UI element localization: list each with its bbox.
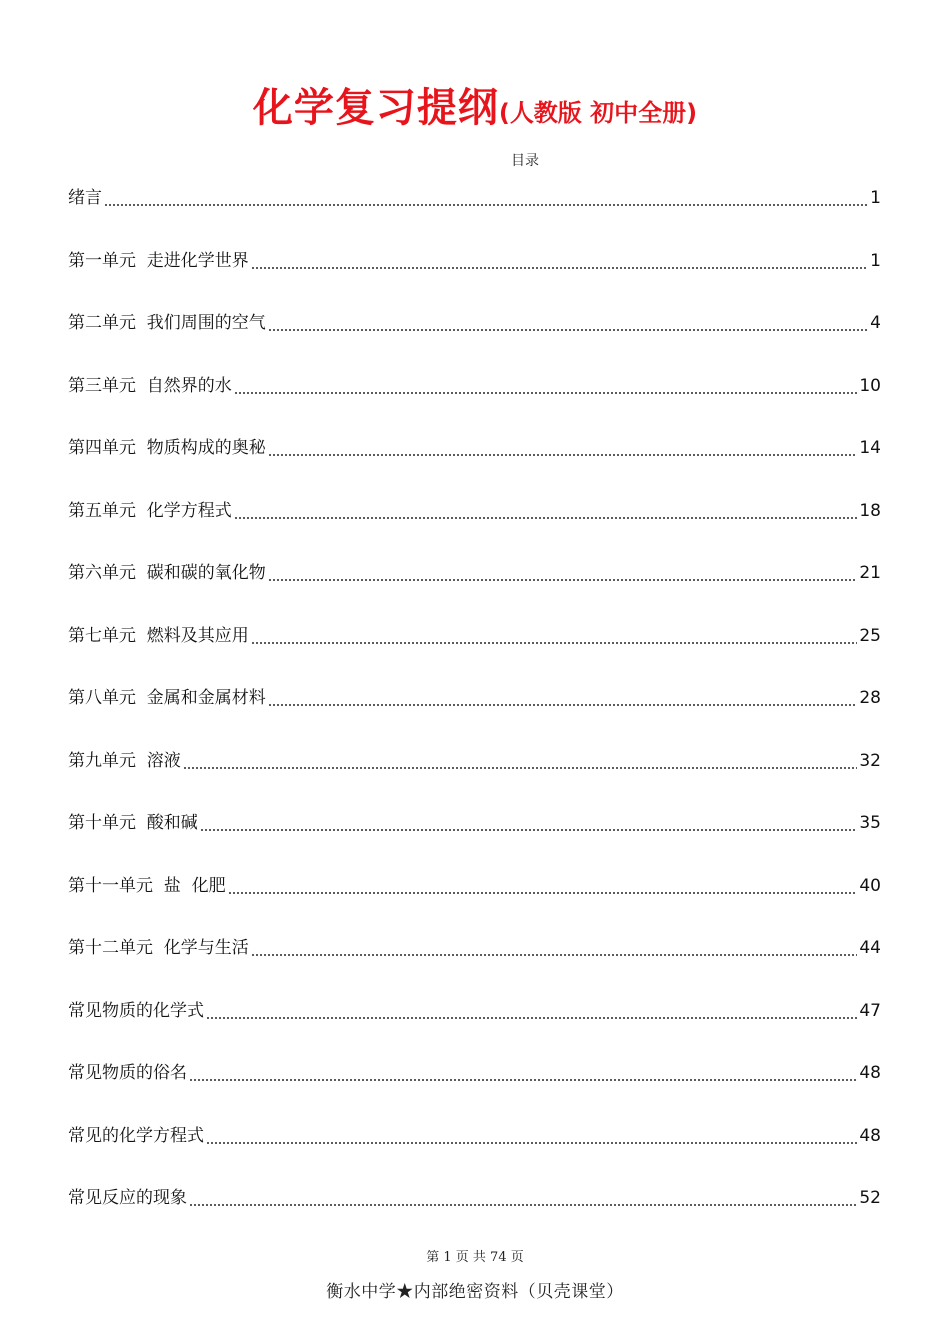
toc-entry-page-number: 25 [859, 625, 881, 646]
toc-entry-page-number: 21 [859, 563, 881, 583]
toc-entry-page-number: 1 [870, 250, 881, 271]
document-title [0, 85, 950, 131]
dot-leader [251, 622, 858, 650]
title-subtitle: (人教版 初中全册) [498, 99, 698, 127]
dot-leader [268, 309, 868, 337]
toc-heading-text: 目录 [511, 153, 539, 169]
toc-entry[interactable] [68, 247, 881, 310]
title-main: 化学复习提纲 [252, 85, 499, 131]
toc-entry-label: 第一单元 走进化学世界 [68, 250, 249, 271]
table-of-contents [68, 184, 881, 1247]
toc-entry[interactable] [68, 747, 881, 810]
toc-entry[interactable] [68, 1122, 881, 1185]
toc-entry[interactable] [68, 934, 881, 997]
toc-entry-label: 第二单元 我们周围的空气 [68, 313, 266, 333]
dot-leader [234, 372, 858, 400]
dot-leader [251, 934, 858, 962]
toc-entry-label: 第四单元 物质构成的奥秘 [68, 438, 266, 458]
toc-entry-page-number: 4 [870, 313, 881, 333]
dot-leader [104, 184, 868, 212]
toc-entry-page-number: 1 [870, 188, 881, 208]
toc-entry-label: 第八单元 金属和金属材料 [68, 688, 266, 708]
dot-leader [206, 1122, 857, 1150]
toc-entry[interactable] [68, 997, 881, 1060]
toc-entry[interactable] [68, 372, 881, 435]
toc-entry-label: 第六单元 碳和碳的氧化物 [68, 563, 266, 583]
footer-note: 衡水中学★内部绝密资料（贝壳课堂） [326, 1282, 624, 1302]
toc-heading [0, 150, 950, 170]
toc-entry-label: 第三单元 自然界的水 [68, 375, 232, 396]
toc-entry-label: 常见反应的现象 [68, 1188, 187, 1208]
dot-leader [189, 1184, 857, 1212]
toc-entry-page-number: 35 [859, 813, 881, 833]
toc-entry-page-number: 48 [859, 1125, 881, 1146]
toc-entry[interactable] [68, 1059, 881, 1122]
toc-entry[interactable] [68, 434, 881, 497]
toc-entry-label: 第九单元 溶液 [68, 750, 181, 771]
toc-entry[interactable] [68, 497, 881, 560]
dot-leader [200, 809, 858, 837]
dot-leader [268, 684, 858, 712]
toc-entry-page-number: 48 [859, 1063, 881, 1083]
toc-entry-label: 第五单元 化学方程式 [68, 500, 232, 521]
dot-leader [183, 747, 858, 775]
toc-entry[interactable] [68, 559, 881, 622]
toc-entry[interactable] [68, 1184, 881, 1247]
toc-entry-label: 第十一单元 盐 化肥 [68, 875, 226, 896]
toc-entry-page-number: 14 [859, 438, 881, 458]
page-indicator: 第 1 页 共 74 页 [426, 1250, 524, 1265]
toc-entry-label: 常见物质的俗名 [68, 1063, 187, 1083]
toc-entry-page-number: 18 [859, 500, 881, 521]
toc-entry[interactable] [68, 872, 881, 935]
toc-entry[interactable] [68, 809, 881, 872]
toc-entry-page-number: 28 [859, 688, 881, 708]
toc-entry-label: 第十单元 酸和碱 [68, 813, 198, 833]
toc-entry-label: 绪言 [68, 188, 102, 208]
dot-leader [189, 1059, 857, 1087]
dot-leader [268, 434, 858, 462]
toc-entry-page-number: 32 [859, 750, 881, 771]
toc-entry-label: 常见的化学方程式 [68, 1125, 204, 1146]
toc-entry-label: 第十二单元 化学与生活 [68, 938, 249, 958]
toc-entry-page-number: 40 [859, 875, 881, 896]
toc-entry[interactable] [68, 309, 881, 372]
toc-entry-page-number: 44 [859, 938, 881, 958]
toc-entry-page-number: 47 [859, 1000, 881, 1021]
toc-entry-label: 第七单元 燃料及其应用 [68, 625, 249, 646]
toc-entry-label: 常见物质的化学式 [68, 1000, 204, 1021]
dot-leader [268, 559, 858, 587]
dot-leader [234, 497, 858, 525]
dot-leader [251, 247, 868, 275]
toc-entry[interactable] [68, 184, 881, 247]
dot-leader [206, 997, 857, 1025]
toc-entry[interactable] [68, 684, 881, 747]
toc-entry[interactable] [68, 622, 881, 685]
dot-leader [228, 872, 858, 900]
toc-entry-page-number: 52 [859, 1188, 881, 1208]
toc-entry-page-number: 10 [859, 375, 881, 396]
